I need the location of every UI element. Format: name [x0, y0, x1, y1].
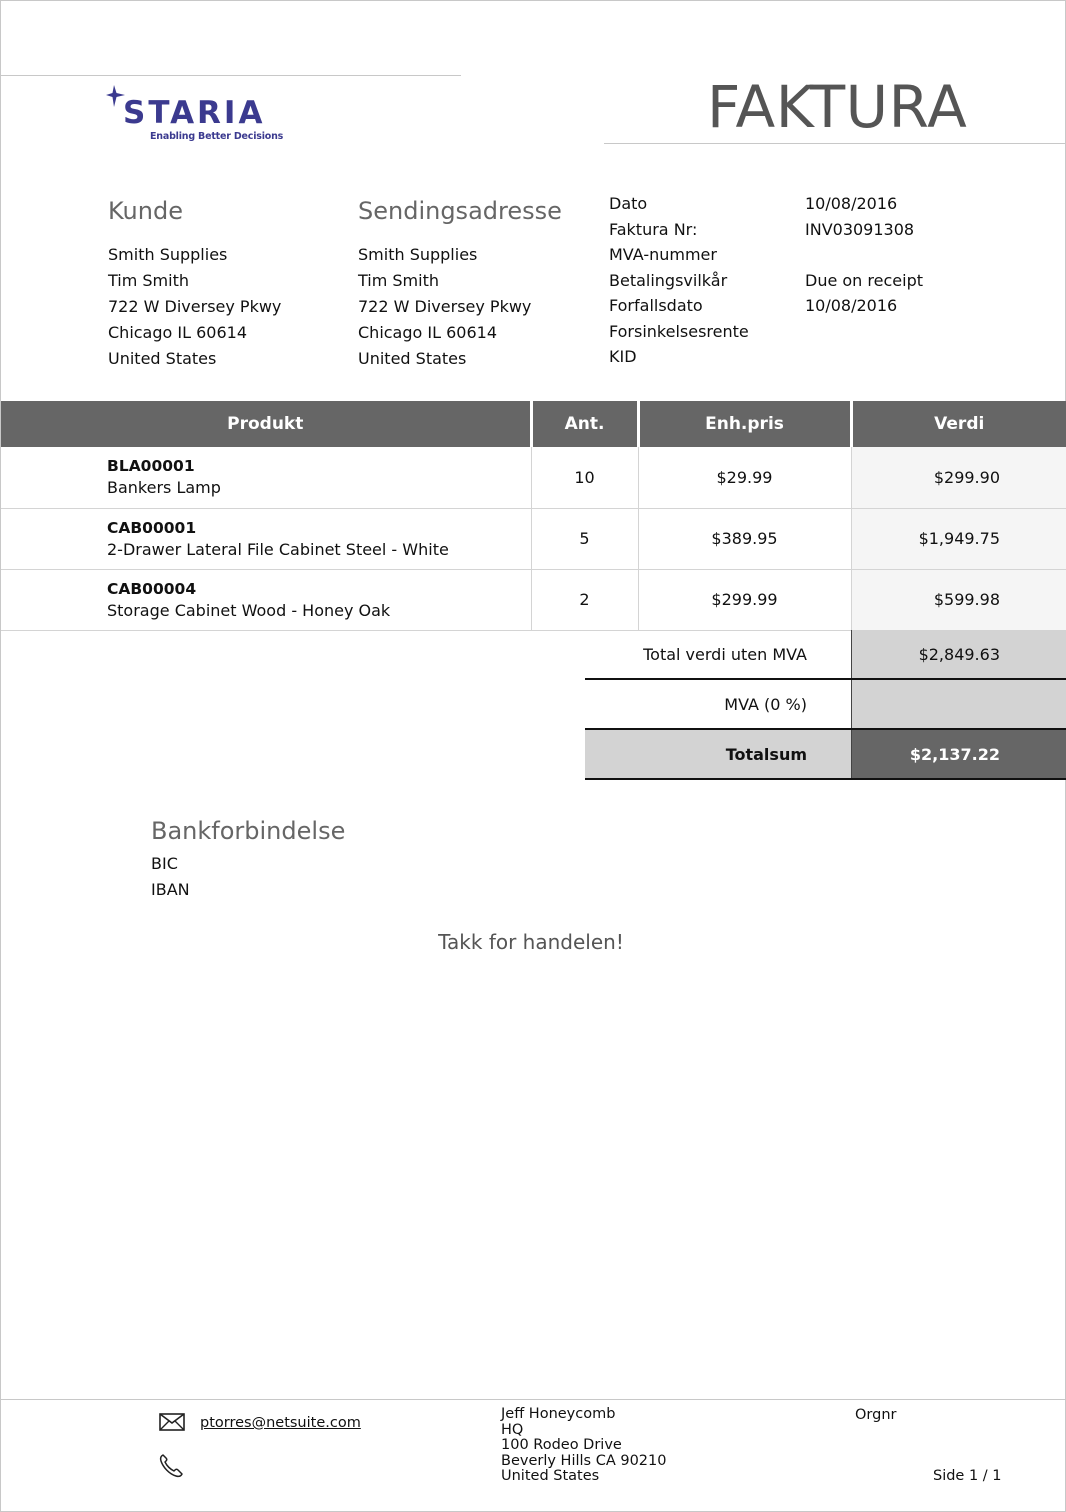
footer-divider — [1, 1399, 1066, 1400]
bank-iban: IBAN — [151, 879, 190, 899]
table-row — [1, 508, 1066, 569]
value-cell: $599.98 — [851, 569, 1066, 630]
product-description: Bankers Lamp — [107, 478, 221, 498]
shipping-line: Chicago IL 60614 — [358, 323, 498, 342]
footer-company-line: United States — [501, 1468, 600, 1484]
vat-label: MVA (0 %) — [724, 695, 807, 714]
meta-value-late-interest — [805, 319, 923, 345]
page-number: Side 1 / 1 — [933, 1468, 1002, 1484]
header-divider-right — [604, 143, 1066, 144]
quantity-cell: 2 — [531, 569, 638, 630]
meta-value-vat-number — [805, 242, 923, 268]
column-header-quantity: Ant. — [531, 401, 638, 447]
customer-address — [108, 242, 281, 372]
meta-label-invoice-number: Faktura Nr: — [609, 219, 698, 239]
bank-bic: BIC — [151, 854, 178, 873]
grand-total-label: Totalsum — [585, 730, 851, 778]
product-sku: BLA00001 — [107, 457, 195, 476]
company-logo — [105, 83, 285, 147]
footer-company-line: HQ — [501, 1421, 524, 1438]
meta-value-kid — [805, 344, 923, 370]
table-row — [1, 447, 1066, 508]
quantity-cell: 5 — [531, 508, 638, 569]
product-description: 2-Drawer Lateral File Cabinet Steel - White — [107, 539, 449, 559]
grand-total-value: $2,137.22 — [851, 730, 1066, 778]
unit-price-cell: $389.95 — [638, 508, 851, 569]
customer-line: Chicago IL 60614 — [108, 323, 248, 342]
grand-total-row — [585, 730, 1066, 780]
customer-heading: Kunde — [108, 197, 183, 225]
customer-line: United States — [108, 349, 217, 368]
meta-label-terms: Betalingsvilkår — [609, 270, 728, 290]
product-cell — [1, 569, 531, 630]
footer-company-address — [501, 1407, 666, 1485]
product-cell — [1, 447, 531, 508]
product-cell — [1, 508, 531, 569]
product-sku: CAB00001 — [107, 518, 197, 537]
customer-line: Tim Smith — [108, 271, 189, 290]
meta-value-terms: Due on receipt — [805, 270, 923, 290]
customer-line: Smith Supplies — [108, 245, 228, 264]
meta-label-due-date: Forfallsdato — [609, 296, 703, 315]
footer-company-line: 100 Rodeo Drive — [501, 1437, 622, 1453]
header-divider-left — [1, 75, 461, 76]
table-row — [1, 569, 1066, 630]
unit-price-cell: $299.99 — [638, 569, 851, 630]
meta-label-date: Dato — [609, 194, 648, 213]
shipping-line: 722 W Diversey Pkwy — [358, 297, 532, 316]
meta-value-due-date: 10/08/2016 — [805, 296, 898, 315]
footer-company-line: Beverly Hills CA 90210 — [501, 1452, 667, 1469]
value-cell: $299.90 — [851, 447, 1066, 508]
column-header-product: Produkt — [1, 401, 531, 447]
subtotal-label: Total verdi uten MVA — [643, 645, 807, 664]
value-cell: $1,949.75 — [851, 508, 1066, 569]
column-header-value: Verdi — [851, 401, 1066, 447]
bank-details — [151, 851, 190, 902]
meta-value-invoice-number: INV03091308 — [805, 219, 915, 239]
thank-you-text: Takk for handelen! — [438, 930, 624, 954]
thank-you-message — [1, 930, 1066, 954]
shipping-line: United States — [358, 349, 467, 368]
totals-block — [585, 630, 1066, 780]
meta-value-date: 10/08/2016 — [805, 194, 898, 213]
logo-tagline: Enabling Better Decisions — [150, 131, 284, 142]
shipping-line: Tim Smith — [358, 271, 439, 290]
product-description: Storage Cabinet Wood - Honey Oak — [107, 600, 391, 620]
phone-icon — [158, 1453, 184, 1479]
vat-row — [585, 680, 1066, 730]
subtotal-row — [585, 630, 1066, 680]
meta-label-late-interest: Forsinkelsesrente — [609, 321, 749, 341]
footer-company-line: Jeff Honeycomb — [501, 1406, 616, 1422]
meta-label-vat-number: MVA-nummer — [609, 245, 717, 264]
quantity-cell: 10 — [531, 447, 638, 508]
product-sku: CAB00004 — [107, 579, 197, 598]
shipping-address — [358, 242, 531, 372]
bank-heading: Bankforbindelse — [151, 817, 346, 845]
invoice-meta-values — [805, 191, 923, 370]
line-items-table — [1, 401, 1066, 631]
document-title: FAKTURA — [707, 73, 968, 141]
customer-line: 722 W Diversey Pkwy — [108, 297, 282, 316]
footer-email-link[interactable]: ptorres@netsuite.com — [200, 1415, 361, 1431]
table-header-row — [1, 401, 1066, 447]
unit-price-cell: $29.99 — [638, 447, 851, 508]
envelope-icon — [159, 1413, 185, 1431]
shipping-heading: Sendingsadresse — [358, 197, 562, 225]
footer-orgnr: Orgnr — [855, 1407, 897, 1423]
logo-wordmark: STARIA — [123, 95, 266, 131]
meta-label-kid: KID — [609, 347, 637, 366]
vat-value — [851, 680, 1066, 728]
shipping-line: Smith Supplies — [358, 245, 478, 264]
invoice-meta-labels — [609, 191, 749, 370]
subtotal-value: $2,849.63 — [851, 630, 1066, 678]
column-header-unit-price: Enh.pris — [638, 401, 851, 447]
